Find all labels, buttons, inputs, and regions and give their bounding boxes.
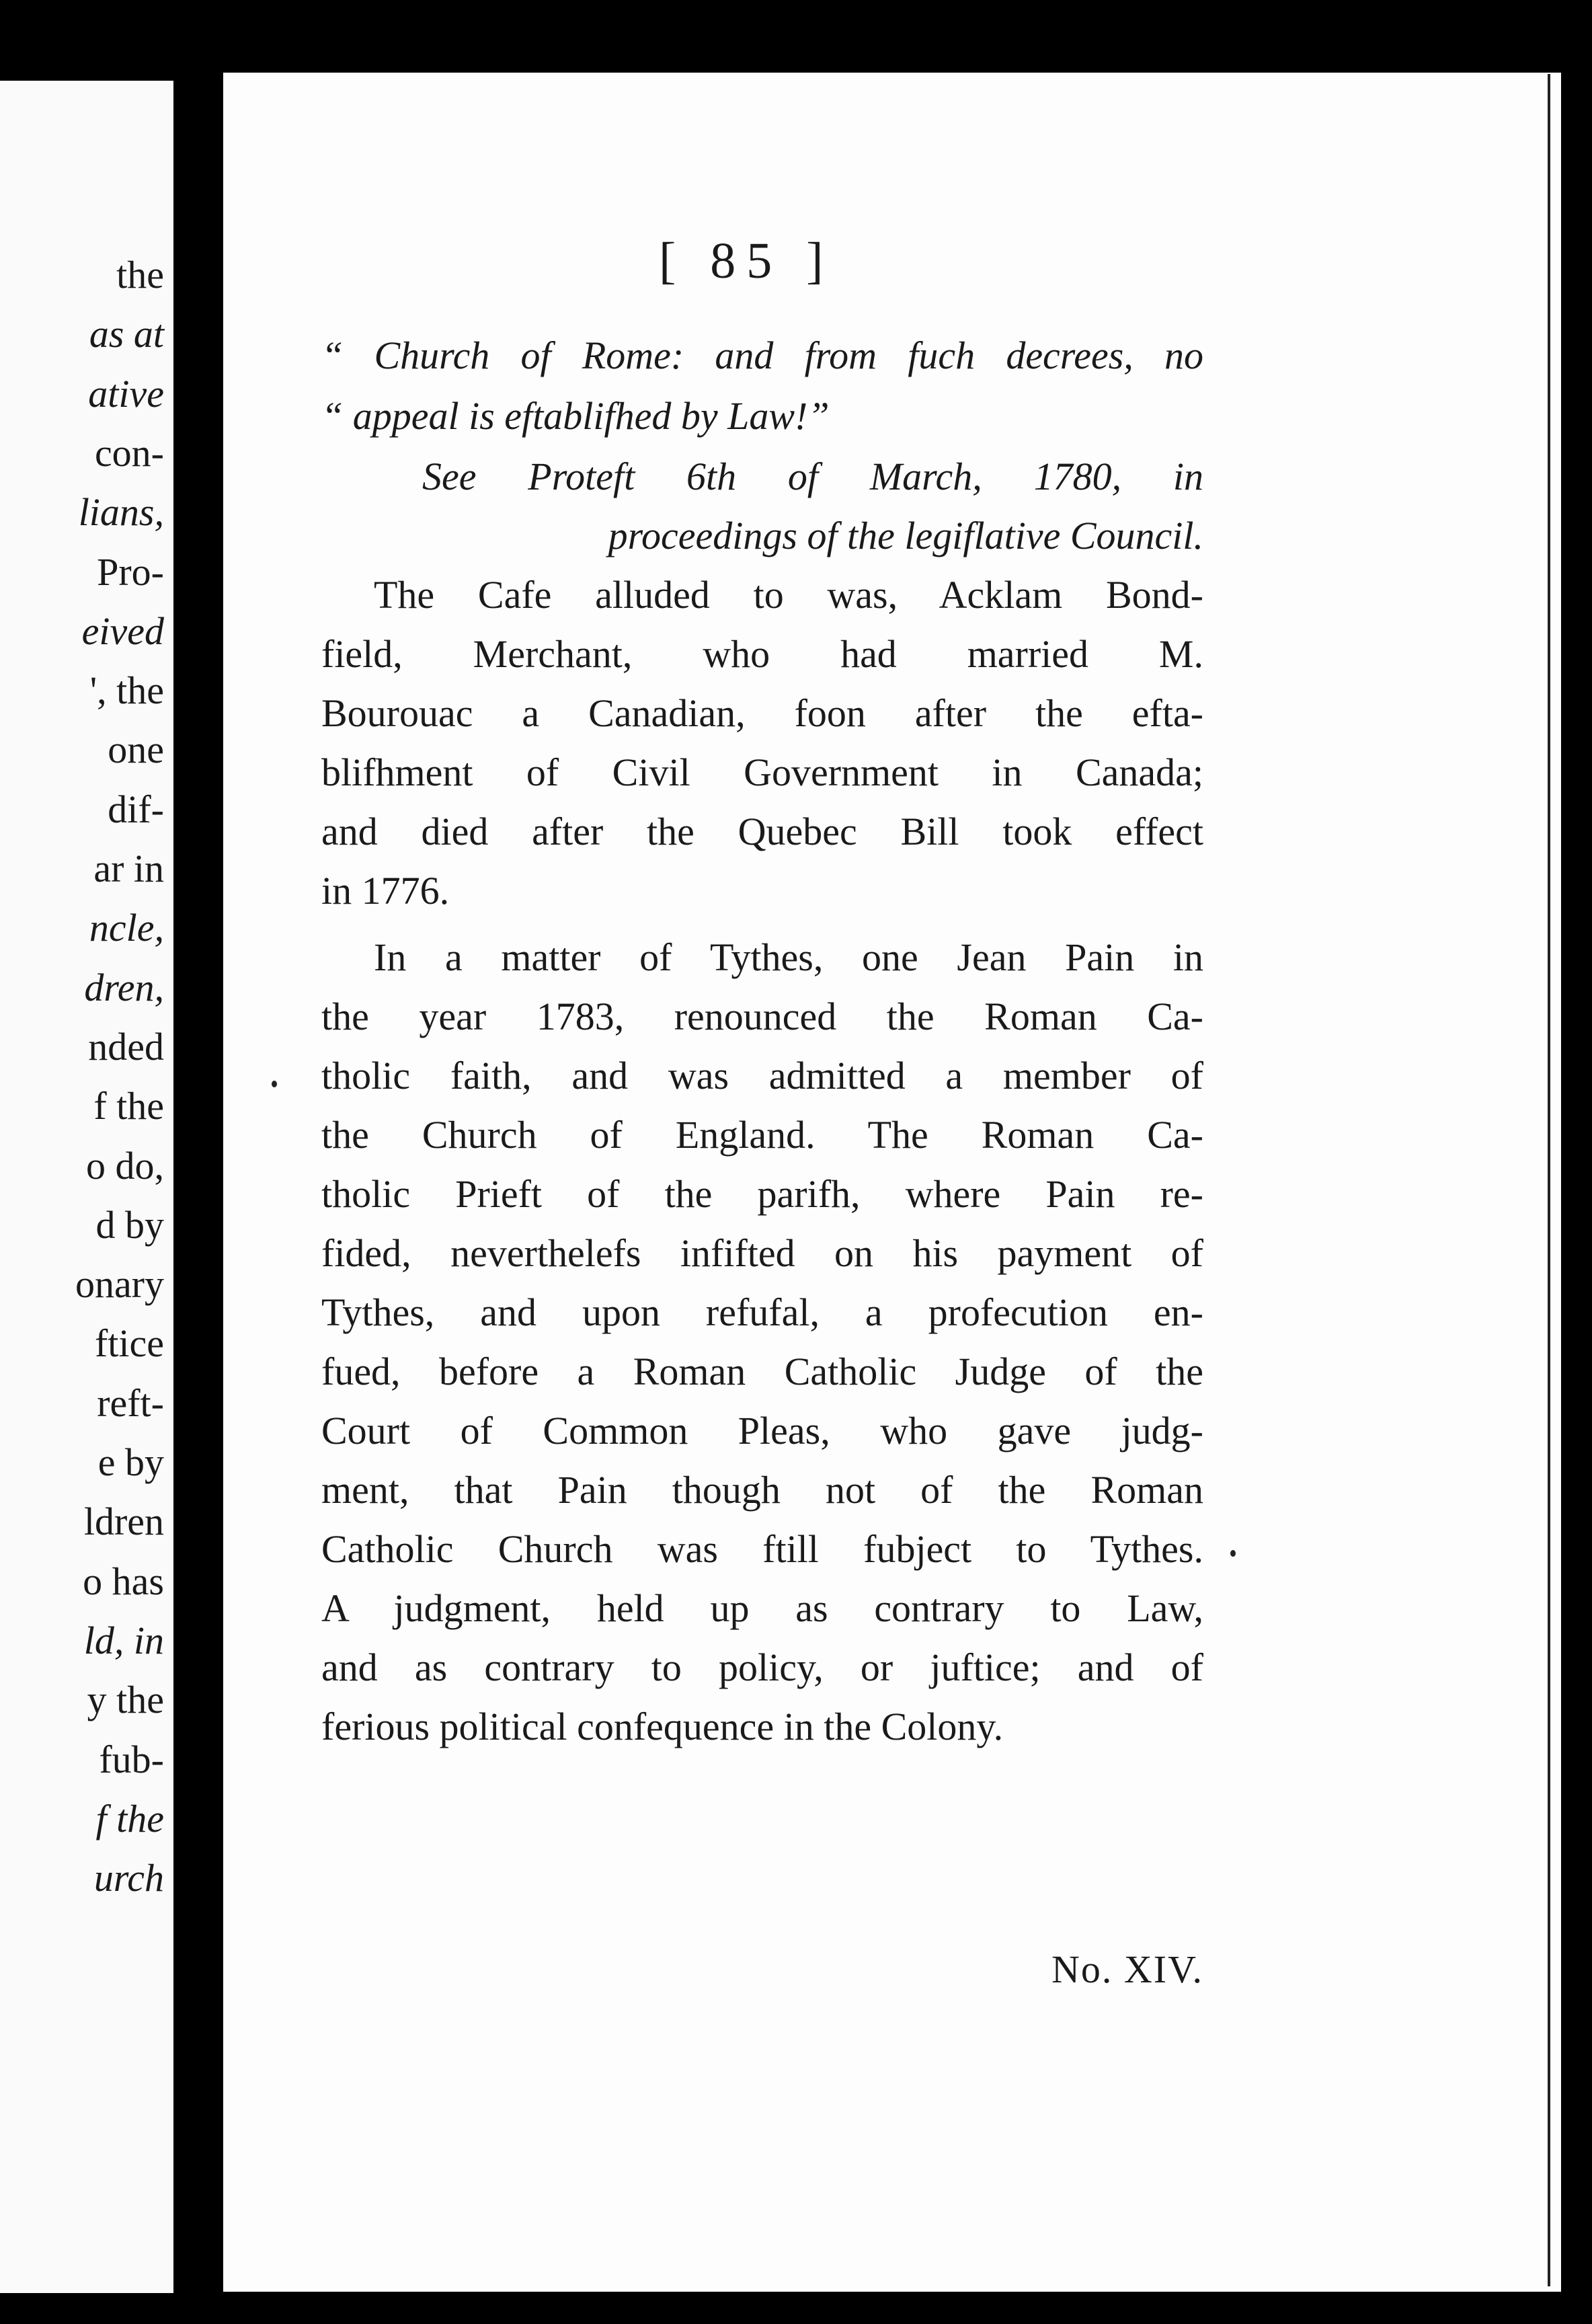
previous-page-fragment (0, 81, 173, 2293)
paragraph-2-line: tholic Prieft of the parifh, where Pain re- (321, 1172, 1203, 1216)
paragraph-2-line: A judgment, held up as contrary to Law, (321, 1586, 1203, 1630)
left-page-line: ftice (94, 1321, 164, 1366)
left-page-line: f the (95, 1796, 164, 1841)
paragraph-2-line: Court of Common Pleas, who gave judg- (321, 1409, 1203, 1452)
paragraph-1-line: in 1776. (321, 869, 450, 913)
left-page-line: onary (75, 1262, 164, 1307)
left-page-line: reft- (97, 1381, 164, 1425)
citation-line-2: proceedings of the legiflative Council. (608, 514, 1203, 557)
paragraph-1-line: and died after the Quebec Bill took effect (321, 810, 1203, 853)
left-page-line: o do, (86, 1143, 164, 1188)
left-page-line: as at (89, 312, 164, 356)
left-page-line: ar in (93, 847, 164, 890)
paragraph-2-line: fued, before a Roman Catholic Judge of the (321, 1350, 1203, 1393)
left-page-line: d by (95, 1202, 164, 1247)
paragraph-2-line: fided, neverthelefs infifted on his payment of (321, 1231, 1203, 1275)
left-page-line: the (116, 253, 164, 297)
left-page-line: dif- (108, 787, 164, 831)
quote-line-1: “ Church of Rome: and from fuch decrees, no (321, 334, 1203, 377)
left-page-line: nded (88, 1024, 164, 1069)
left-page-line: f the (93, 1084, 164, 1128)
paragraph-1-line: field, Merchant, who had married M. (321, 632, 1203, 676)
left-page-line: ', the (89, 668, 164, 713)
paragraph-2-line: tholic faith, and was admitted a member of (321, 1054, 1203, 1097)
paragraph-2-line: Catholic Church was ftill fubject to Tythes. (321, 1527, 1203, 1571)
citation-line-1: See Proteft 6th of March, 1780, in (422, 455, 1203, 498)
paragraph-1-line: blifhment of Civil Government in Canada; (321, 750, 1203, 794)
catchword: No. XIV. (1051, 1947, 1203, 1991)
paragraph-2-line: In a matter of Tythes, one Jean Pain in (374, 935, 1203, 979)
left-page-line: dren, (84, 965, 164, 1009)
page-number: [ 85 ] (659, 233, 834, 289)
quote-line-2: “ appeal is eftablifhed by Law!” (321, 394, 830, 438)
left-page-line: one (108, 728, 164, 772)
paragraph-2-line: Tythes, and upon refufal, a profecution en- (321, 1290, 1203, 1334)
left-page-line: y the (87, 1678, 164, 1722)
left-page-line: ld, in (83, 1618, 164, 1662)
left-page-line: ldren (83, 1500, 164, 1544)
left-page-line: lians, (78, 490, 164, 535)
left-page-line: urch (93, 1856, 164, 1900)
paragraph-2-line: and as contrary to policy, or juftice; and of (321, 1645, 1203, 1689)
left-page-line: con- (94, 430, 164, 475)
left-page-line: e by (97, 1440, 164, 1484)
page-edge (1548, 74, 1550, 2286)
left-page-line: eived (81, 609, 164, 653)
left-page-line: ative (88, 371, 164, 416)
paragraph-2-line: the year 1783, renounced the Roman Ca- (321, 995, 1203, 1038)
speck (272, 1081, 277, 1087)
paragraph-2-line: ferious political confequence in the Colony. (321, 1705, 1004, 1748)
paragraph-2-line: ment, that Pain though not of the Roman (321, 1468, 1203, 1512)
paragraph-1-line: Bourouac a Canadian, foon after the efta- (321, 691, 1203, 735)
book-gutter (173, 67, 223, 2324)
left-page-line: o has (83, 1559, 164, 1603)
paragraph-1-line: The Cafe alluded to was, Acklam Bond- (374, 573, 1203, 617)
speck (1230, 1550, 1236, 1557)
left-page-line: ncle, (89, 906, 164, 950)
paragraph-2-line: the Church of England. The Roman Ca- (321, 1113, 1203, 1157)
left-page-line: Pro- (97, 549, 164, 594)
left-page-line: fub- (99, 1737, 164, 1781)
